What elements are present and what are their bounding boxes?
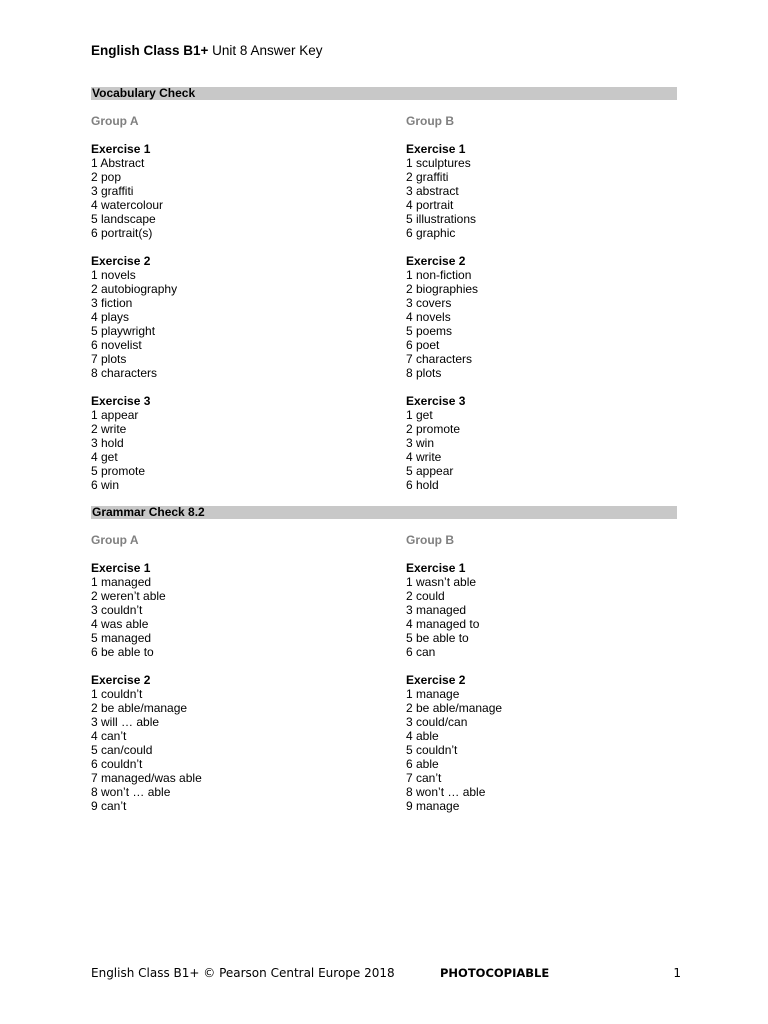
title-rest: Unit 8 Answer Key: [208, 43, 323, 58]
group-label: Group A: [91, 114, 139, 128]
answer-item: 5 illustrations: [406, 212, 477, 226]
exercise-block: [406, 561, 502, 659]
exercise-title: Exercise 1: [406, 561, 466, 575]
exercise-title: Exercise 1: [91, 142, 151, 156]
answer-item: 3 couldn’t: [91, 603, 143, 617]
answer-item: 2 write: [91, 422, 127, 436]
answer-item: 5 couldn’t: [406, 743, 458, 757]
answer-item: 1 couldn’t: [91, 687, 143, 701]
answer-item: 2 be able/manage: [406, 701, 503, 715]
answer-item: 5 can/could: [91, 743, 153, 757]
answer-item: 5 landscape: [91, 212, 156, 226]
exercise-block: [91, 254, 177, 380]
answer-item: 4 novels: [406, 310, 451, 324]
answer-item: 1 Abstract: [91, 156, 145, 170]
answer-item: 4 write: [406, 450, 442, 464]
answer-item: 6 win: [91, 478, 120, 492]
answer-item: 6 poet: [406, 338, 440, 352]
page-number: 1: [673, 966, 681, 980]
answer-item: 2 graffiti: [406, 170, 449, 184]
exercise-block: [91, 673, 202, 813]
answer-item: 3 managed: [406, 603, 467, 617]
exercise-title: Exercise 3: [406, 394, 466, 408]
answer-item: 4 was able: [91, 617, 149, 631]
exercise-title: Exercise 1: [91, 561, 151, 575]
answer-item: 1 get: [406, 408, 433, 422]
exercise-block: [91, 561, 202, 659]
answer-item: 5 appear: [406, 464, 454, 478]
answer-item: 1 managed: [91, 575, 152, 589]
answer-item: 6 graphic: [406, 226, 456, 240]
group-label: Group A: [91, 533, 139, 547]
answer-item: 3 will … able: [91, 715, 160, 729]
exercise-block: [406, 254, 478, 380]
answer-item: 2 biographies: [406, 282, 479, 296]
answer-item: 9 manage: [406, 799, 460, 813]
answer-item: 6 be able to: [91, 645, 154, 659]
group-label: Group B: [406, 114, 454, 128]
answer-item: 4 watercolour: [91, 198, 164, 212]
answer-item: 3 win: [406, 436, 435, 450]
answer-item: 1 wasn’t able: [406, 575, 477, 589]
answer-item: 6 able: [406, 757, 439, 771]
answer-item: 8 won’t … able: [91, 785, 171, 799]
answer-item: 3 fiction: [91, 296, 133, 310]
answer-item: 3 graffiti: [91, 184, 134, 198]
answer-item: 6 hold: [406, 478, 439, 492]
answer-item: 8 plots: [406, 366, 442, 380]
answer-item: 8 won’t … able: [406, 785, 486, 799]
exercise-title: Exercise 2: [406, 673, 466, 687]
exercise-block: [406, 673, 502, 813]
footer-photocopiable: PHOTOCOPIABLE: [440, 966, 550, 980]
answer-item: 1 non-fiction: [406, 268, 472, 282]
answer-item: 7 managed/was able: [91, 771, 202, 785]
answer-item: 7 can’t: [406, 771, 442, 785]
exercise-title: Exercise 3: [91, 394, 151, 408]
answer-item: 4 managed to: [406, 617, 480, 631]
answer-item: 6 couldn’t: [91, 757, 143, 771]
answer-item: 2 autobiography: [91, 282, 178, 296]
answer-item: 3 hold: [91, 436, 124, 450]
answer-item: 3 abstract: [406, 184, 459, 198]
answer-item: 4 portrait: [406, 198, 454, 212]
answer-item: 9 can’t: [91, 799, 127, 813]
answer-item: 5 poems: [406, 324, 453, 338]
section-header-grammar: Grammar Check 8.2: [91, 506, 677, 519]
answer-item: 2 be able/manage: [91, 701, 188, 715]
answer-item: 4 able: [406, 729, 439, 743]
answer-item: 8 characters: [91, 366, 158, 380]
answer-item: 1 appear: [91, 408, 139, 422]
answer-item: 5 promote: [91, 464, 146, 478]
answer-item: 2 weren’t able: [91, 589, 166, 603]
answer-item: 2 pop: [91, 170, 122, 184]
exercise-title: Exercise 2: [406, 254, 466, 268]
exercise-title: Exercise 1: [406, 142, 466, 156]
exercise-block: [91, 142, 177, 240]
answer-item: 3 covers: [406, 296, 452, 310]
vocab-group-b: [406, 114, 478, 506]
exercise-block: [406, 394, 478, 492]
grammar-group-a: [91, 533, 202, 827]
exercise-block: [91, 394, 177, 492]
group-label: Group B: [406, 533, 454, 547]
exercise-title: Exercise 2: [91, 673, 151, 687]
answer-item: 1 sculptures: [406, 156, 471, 170]
answer-item: 1 novels: [91, 268, 136, 282]
answer-item: 2 could: [406, 589, 445, 603]
answer-item: 6 novelist: [91, 338, 142, 352]
answer-item: 2 promote: [406, 422, 461, 436]
page-title: [91, 43, 322, 59]
answer-item: 3 could/can: [406, 715, 468, 729]
answer-item: 7 plots: [91, 352, 127, 366]
answer-item: 6 portrait(s): [91, 226, 153, 240]
title-bold: English Class B1+: [91, 43, 209, 58]
answer-item: 4 plays: [91, 310, 130, 324]
answer-item: 1 manage: [406, 687, 460, 701]
answer-item: 5 managed: [91, 631, 152, 645]
exercise-block: [406, 142, 478, 240]
footer-copyright: English Class B1+ © Pearson Central Europe 2018: [91, 966, 395, 980]
exercise-title: Exercise 2: [91, 254, 151, 268]
answer-item: 4 get: [91, 450, 118, 464]
answer-item: 5 be able to: [406, 631, 469, 645]
vocab-group-a: [91, 114, 177, 506]
section-header-vocabulary: Vocabulary Check: [91, 87, 677, 100]
answer-item: 7 characters: [406, 352, 473, 366]
grammar-group-b: [406, 533, 502, 827]
answer-item: 5 playwright: [91, 324, 156, 338]
answer-item: 4 can’t: [91, 729, 127, 743]
answer-item: 6 can: [406, 645, 436, 659]
